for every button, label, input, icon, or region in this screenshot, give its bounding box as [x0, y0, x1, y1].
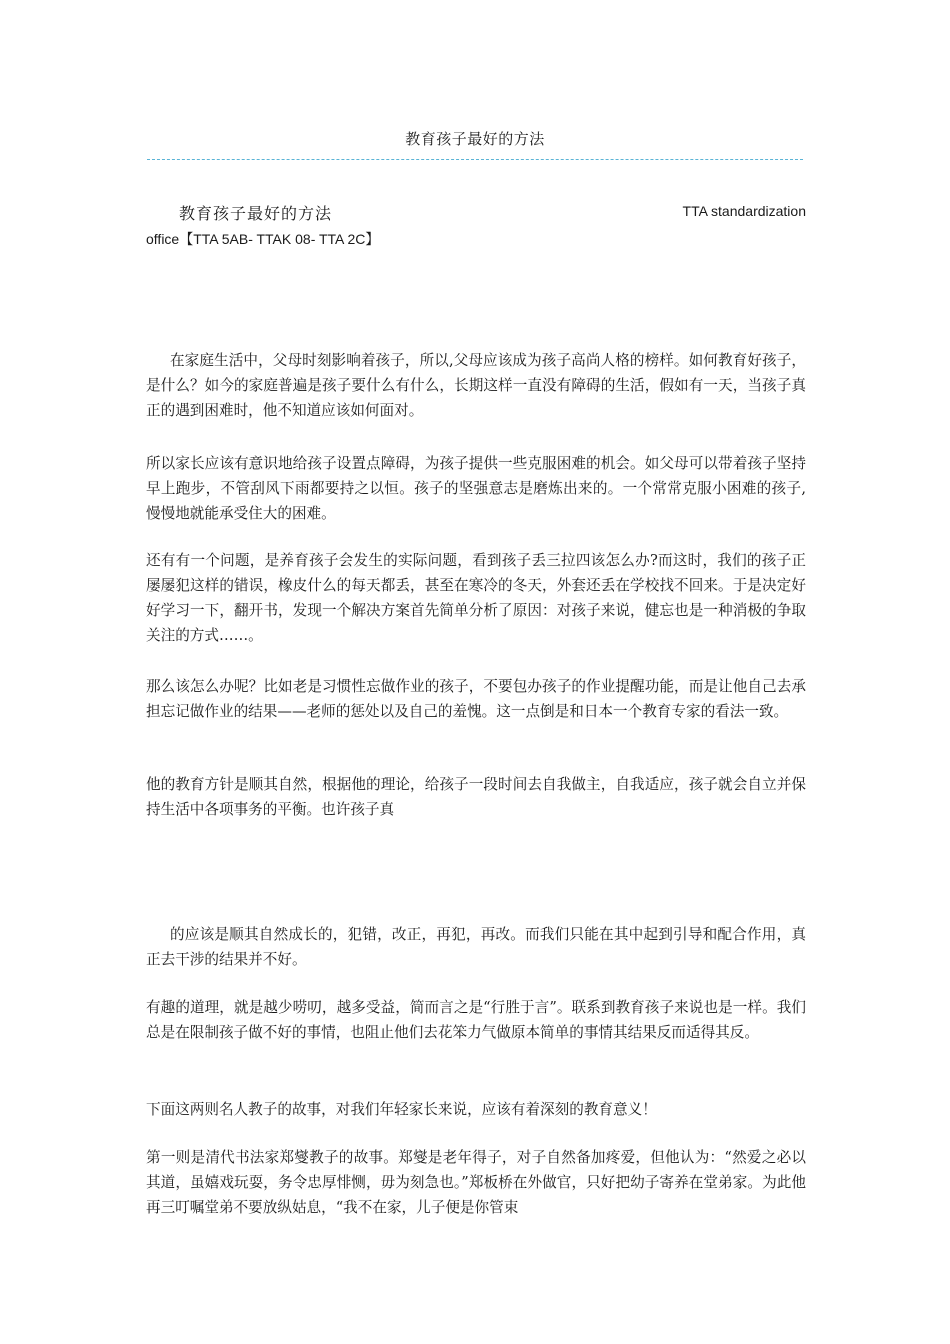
paragraph-4: 那么该怎么办呢？比如老是习惯性忘做作业的孩子，不要包办孩子的作业提醒功能，而是让他自己去承担忘记做作业的结果——老师的惩处以及自己的羞愧。这一点倒是和日本一个教育专家的看法一致。	[146, 678, 806, 720]
document-title-row	[146, 201, 806, 225]
paragraph-6: 的应该是顺其自然成长的，犯错，改正，再犯，再改。而我们只能在其中起到引导和配合作用，真正去干涉的结果并不好。	[146, 926, 806, 968]
header-divider	[147, 159, 803, 160]
document-org-line2: office【TTA 5AB- TTAK 08- TTA 2C】	[146, 231, 380, 247]
document-org-line1: TTA standardization	[682, 203, 806, 219]
paragraph-1: 在家庭生活中，父母时刻影响着孩子，所以,父母应该成为孩子高尚人格的榜样。如何教育好孩子，是什么？如今的家庭普遍是孩子要什么有什么，长期这样一直没有障碍的生活，假如有一天，当孩子真正的遇到困难时，他不知道应该如何面对。	[146, 352, 806, 419]
paragraph-2: 所以家长应该有意识地给孩子设置点障碍，为孩子提供一些克服困难的机会。如父母可以带着孩子坚持早上跑步，不管刮风下雨都要持之以恒。孩子的坚强意志是磨炼出来的。一个常常克服小困难的孩子,慢慢地就能承受住大的困难。	[146, 455, 806, 522]
document-title: 教育孩子最好的方法	[179, 204, 333, 223]
paragraph-8: 下面这两则名人教子的故事，对我们年轻家长来说，应该有着深刻的教育意义！	[146, 1101, 657, 1118]
paragraph-5: 他的教育方针是顺其自然，根据他的理论，给孩子一段时间去自我做主，自我适应，孩子就会自立并保持生活中各项事务的平衡。也许孩子真	[146, 776, 806, 818]
paragraph-9: 第一则是清代书法家郑燮教子的故事。郑燮是老年得子，对子自然备加疼爱，但他认为：“然爱之必以其道，虽嬉戏玩耍，务令忠厚悱恻，毋为刻急也。”郑板桥在外做官，只好把幼子寄养在堂弟家。为此他再三叮嘱堂弟不要放纵姑息，“我不在家，儿子便是你管束	[146, 1149, 806, 1216]
page-header-title: 教育孩子最好的方法	[405, 130, 545, 148]
paragraph-3: 还有有一个问题，是养育孩子会发生的实际问题，看到孩子丢三拉四该怎么办?而这时，我们的孩子正屡屡犯这样的错误，橡皮什么的每天都丢，甚至在寒冷的冬天，外套还丢在学校找不回来。于是决定好好学习一下，翻开书，发现一个解决方案首先简单分析了原因：对孩子来说，健忘也是一种消极的争取关注的方式……。	[146, 552, 806, 644]
paragraph-7: 有趣的道理，就是越少唠叨，越多受益，简而言之是“行胜于言”。联系到教育孩子来说也是一样。我们总是在限制孩子做不好的事情，也阻止他们去花笨力气做原本简单的事情其结果反而适得其反。	[146, 999, 806, 1041]
